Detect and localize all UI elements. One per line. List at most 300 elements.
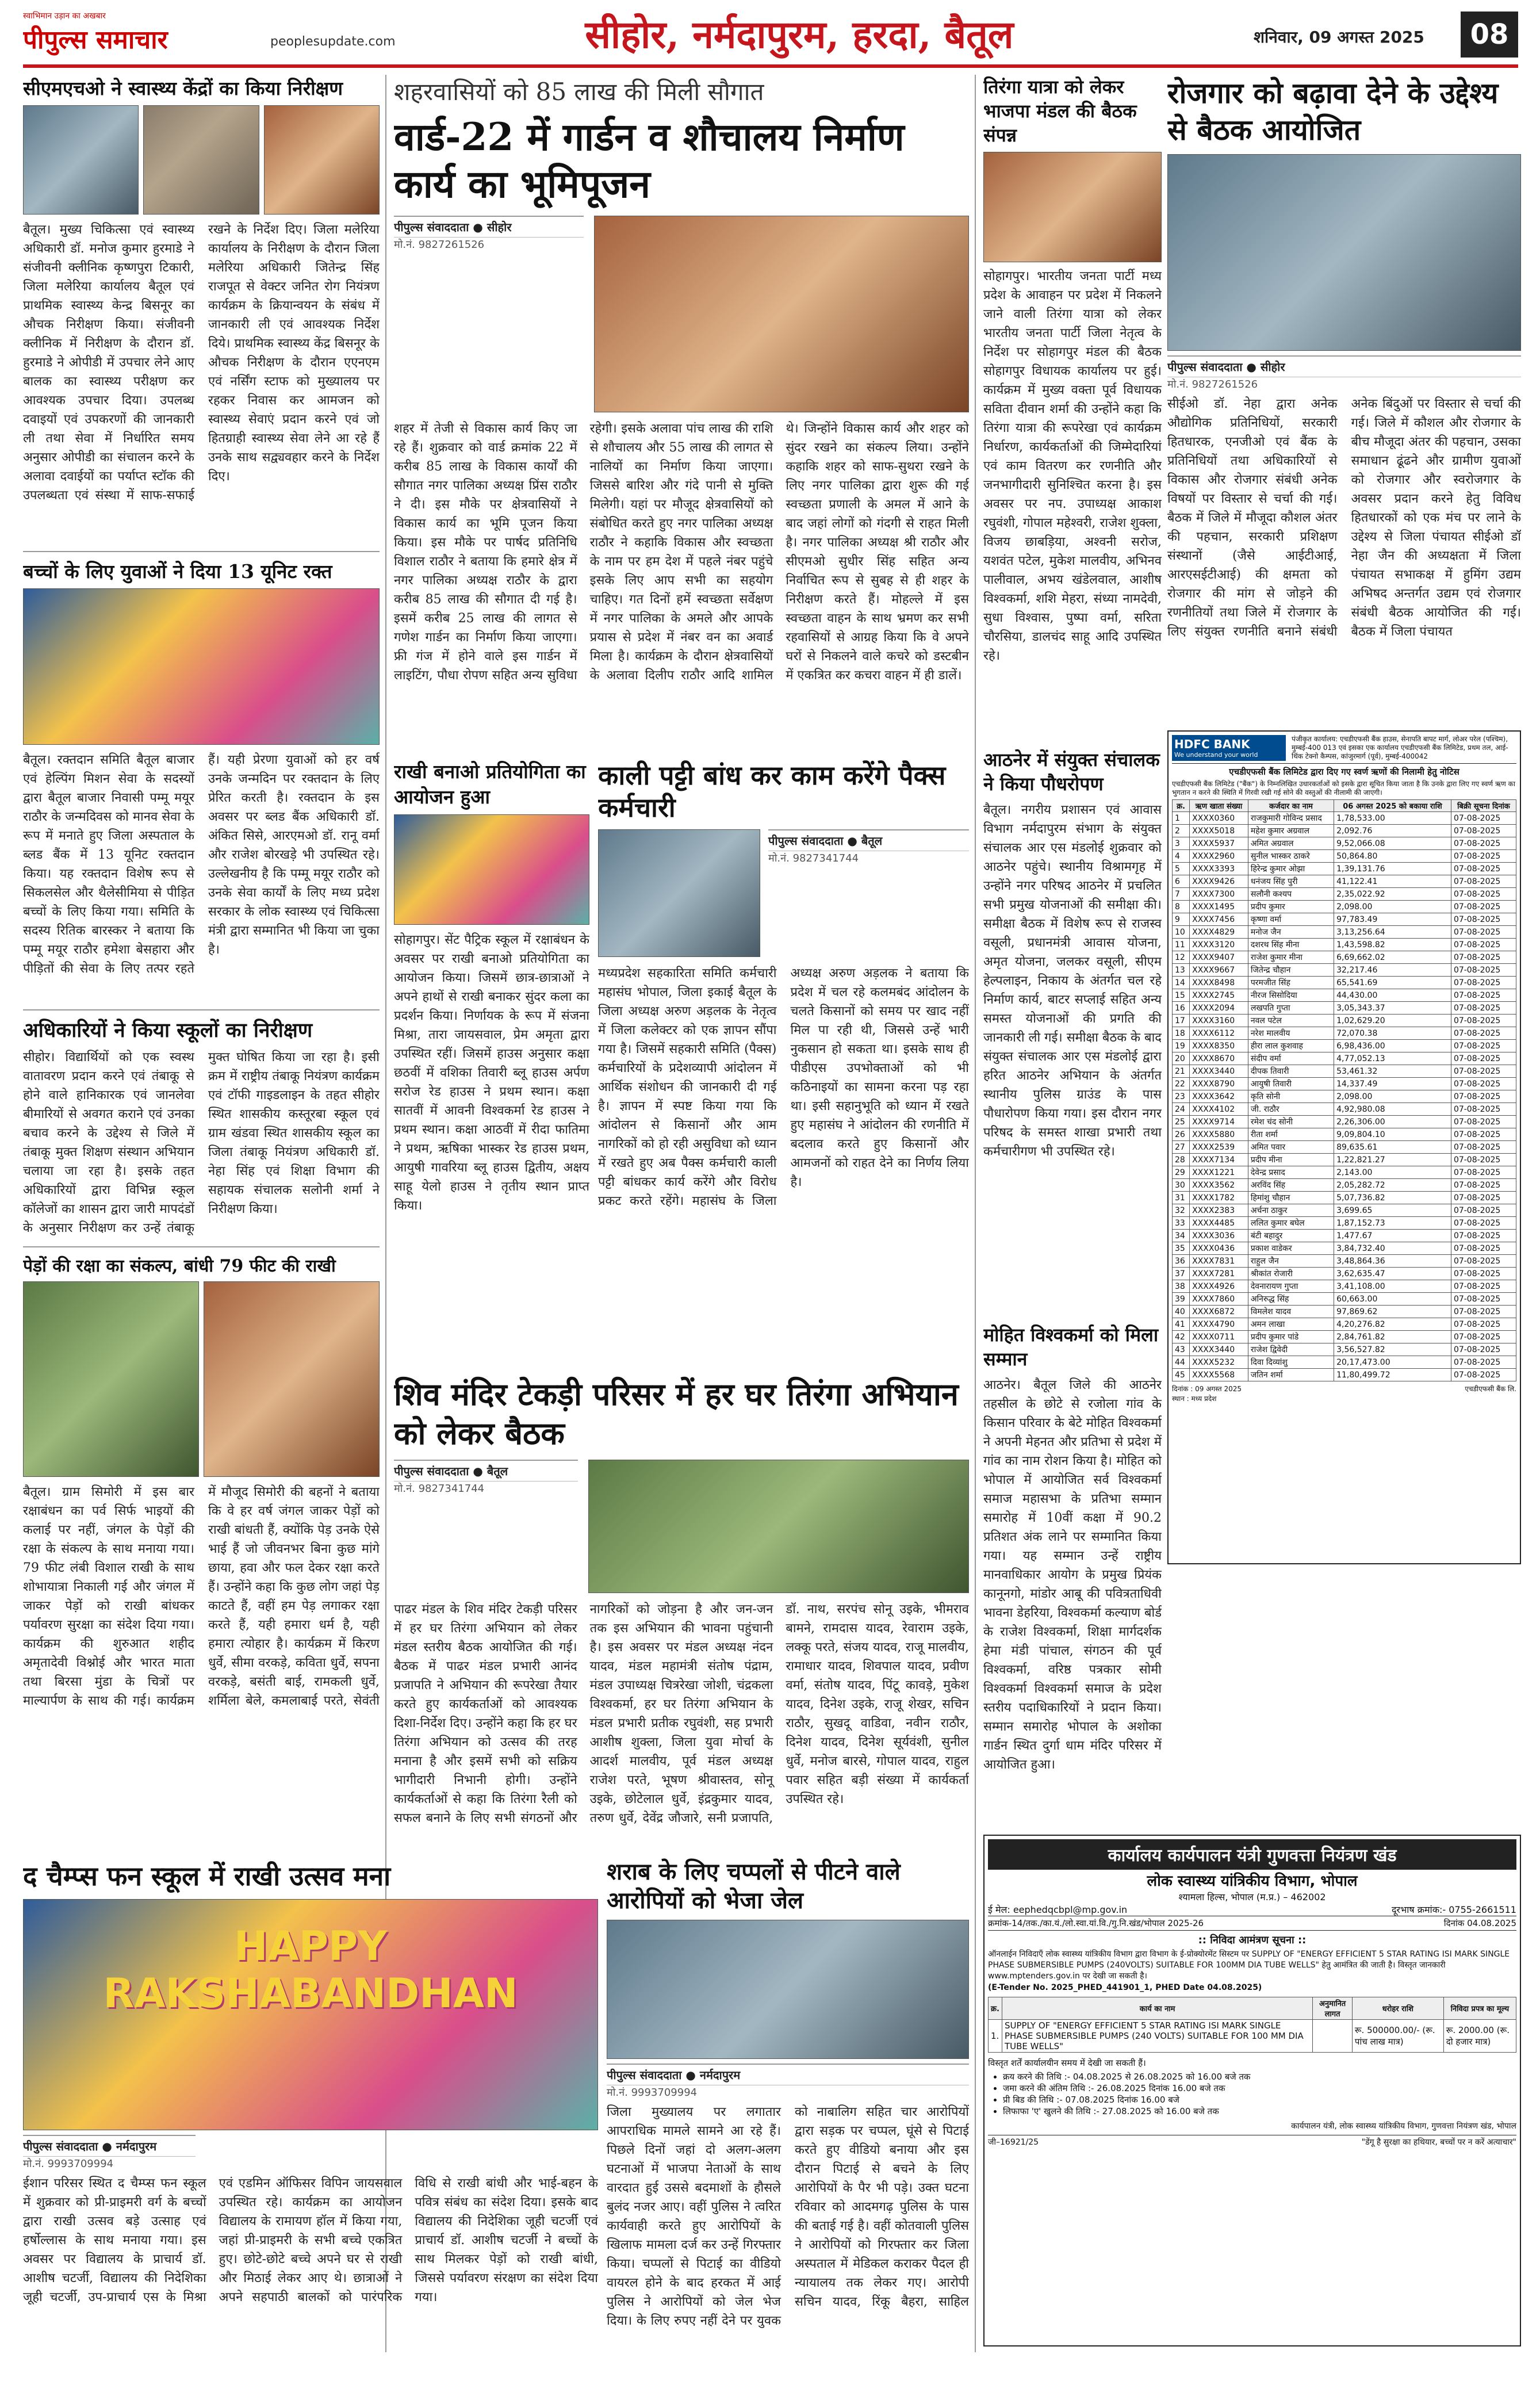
ward22-mobile: मो.नं. 9827261526 — [394, 239, 485, 251]
hdfc-cell-date: 07-08-2025 — [1451, 1040, 1516, 1052]
tiranga-photo — [983, 152, 1162, 262]
list-item: • प्री बिड की तिथि :- 07.08.2025 दिनांक 16.00 बजे — [1003, 2094, 1516, 2106]
athner-headline: आठनेर में संयुक्त संचालक ने किया पौधरोपण — [983, 749, 1160, 795]
rakhi-comp-body: सोहागपुर। सेंट पैट्रिक स्कूल में रक्षाबंधन के अवसर पर राखी बनाओ प्रतियोगिता का आयोजन किया। जिसमें छात्र-छात्राओं ने अपने हाथों से राखी बनाकर सुंदर कला का प्रदर्शन किया। निर्णायक के रूप में संजना मिश्रा, तारा जायसवाल, प्रेम अमृता द्वारा उपस्थित रहीं। जिसमें हाउस अनुसार कक्षा छठवीं में वशिका तिवारी ब्लू हाउस अर्पण सरोज रेड हाउस ने प्रथम स्थान। कक्षा सातवीं में आवनी विश्वकर्मा रेड हाउस ने प्रथम स्थान। कक्षा आठवीं में रीदा फातिमा ने प्रथम, ऋषिका भास्कर रेड हाउस प्रथम, आयुषी गावरिया ब्लू हाउस द्वितीय, अक्षय साहू येलो हाउस ने तृतीय स्थान प्राप्त किया। — [394, 933, 589, 1213]
athner-body: बैतूल। नगरीय प्रशासन एवं आवास विभाग नर्मदापुरम संभाग के संयुक्त संचालक आर एस मंडलोई शुक्रवार को आठनेर पहुंचे। स्थानीय विश्रामगृह में उन्होंने नगर परिषद आठनेर में प्रचलित सभी प्रमुख योजनाओं की समीक्षा की। समीक्षा बैठक में विशेष रूप से राजस्व वसूली, प्रधानमंत्री आवास योजना, अमृत योजना, जलकर वसूली, सीएम हेल्पलाइन, निकाय के अंतर्गत चल रहे निर्माण कार्य, बाटर सप्लाई सहित अन्य समस्त योजनाओं की प्रगति की जानकारी ली गई। समीक्षा बैठक के बाद संयुक्त संचालक आर एस मंडलोई द्वारा हरित आठनेर अभियान के अंतर्गत स्थानीय पुलिस ग्राउंड के पास पौधारोपण किया गया। इस दौरान नगर परिषद के समस्त शाखा प्रभारी तथा कर्मचारीगण भी उपस्थित रहे। — [983, 803, 1162, 1159]
table-row — [1173, 1027, 1516, 1040]
hdfc-cell-amount: 53,461.32 — [1334, 1065, 1451, 1078]
hdfc-cell-account: XXXX4485 — [1190, 1217, 1248, 1230]
rakhi-comp-photo — [394, 814, 589, 925]
hdfc-cell-amount: 2,098.00 — [1334, 901, 1451, 913]
hdfc-cell-amount: 1,39,131.76 — [1334, 863, 1451, 875]
shiv-story — [394, 1375, 969, 1852]
masthead-rule — [23, 64, 1518, 68]
cmho-photo-2 — [143, 105, 259, 215]
hdfc-cell-date: 07-08-2025 — [1451, 1128, 1516, 1141]
hdfc-cell-account: XXXX0436 — [1190, 1242, 1248, 1255]
hdfc-cell-date: 07-08-2025 — [1451, 1154, 1516, 1166]
table-row — [1173, 1192, 1516, 1204]
hdfc-cell-name: कृष्णा वर्मा — [1248, 913, 1334, 926]
hdfc-cell-account: XXXX8670 — [1190, 1052, 1248, 1065]
hdfc-cell-name: प्रदीप कुमार — [1248, 901, 1334, 913]
tender-table — [988, 1997, 1516, 2053]
hdfc-cell-date: 07-08-2025 — [1451, 875, 1516, 888]
table-row — [1173, 812, 1516, 825]
ward22-byline: पीपुल्स संवाददाता ● सीहोर — [394, 216, 584, 238]
masthead-url[interactable]: peoplesupdate.com — [270, 35, 396, 49]
hdfc-cell-serial: 29 — [1173, 1166, 1190, 1179]
hdfc-cell-name: नरेश मालवीय — [1248, 1027, 1334, 1040]
hdfc-cell-date: 07-08-2025 — [1451, 1343, 1516, 1356]
hdfc-cell-serial: 2 — [1173, 825, 1190, 837]
hdfc-cell-name: दिवा दिव्यांशु — [1248, 1356, 1334, 1369]
pacs-story — [598, 759, 969, 1363]
hdfc-cell-name: श्रीकांत रोजारी — [1248, 1268, 1334, 1280]
hdfc-cell-name: अनिरुद्ध सिंह — [1248, 1293, 1334, 1306]
hdfc-cell-amount: 97,783.49 — [1334, 913, 1451, 926]
hdfc-cell-date: 07-08-2025 — [1451, 977, 1516, 989]
hdfc-cell-account: XXXX2539 — [1190, 1141, 1248, 1154]
table-row — [1173, 989, 1516, 1002]
liquor-body: जिला मुख्यालय पर लगातार आपराधिक मामले सामने आ रहे हैं। पिछले दिनों जहां दो अलग-अलग घटनाओं में भाजपा नेताओं के साथ वारदात हुई उससे बदमाशों के हौसले बुलंद नजर आए। वहीं पुलिस ने त्वरित कार्यवाही करते हुए आरोपियों के खिलाफ मामला दर्ज कर उन्हें गिरफ्तार किया। चप्पलों से पिटाई का वीडियो वायरल होने के बाद हरकत में आई पुलिस ने आरोपियों को जेल भेज दिया। के लिए रुपए नहीं देने पर युवक को नाबालिग सहित चार आरोपियों द्वारा सड़क पर चप्पल, घूंसे से पिटाई करते हुए वीडियो बनाया और इस दौरान पिटाई से बचने के लिए आरोपियों के पैर भी पड़े। उक्त घटना रविवार को आदमगढ़ पुलिस के पास की बताई गई है। वहीं कोतवाली पुलिस ने आरोपियों को गिरफ्तार कर जिला अस्पताल में मेडिकल कराकर पैदल ही न्यायालय तक लेकर गए। आरोपी सचिन यादव, रिंकू बैहरा, साहिल — [607, 2105, 969, 2328]
table-row — [1173, 1204, 1516, 1217]
table-row — [1173, 1306, 1516, 1318]
tender-col-cost: अनुमानित लागत — [1313, 1997, 1353, 2020]
tender-col-fee: निविदा प्रपत्र का मूल्य — [1443, 1997, 1516, 2020]
hdfc-cell-serial: 34 — [1173, 1230, 1190, 1242]
masthead-tagline: स्वाभिमान उड़ान का अखबार — [23, 12, 106, 21]
hdfc-cell-serial: 45 — [1173, 1369, 1190, 1381]
ward22-photo — [594, 216, 969, 412]
divider — [23, 1246, 380, 1247]
shiv-mobile: मो.नं. 9827341744 — [394, 1483, 485, 1495]
hdfc-cell-account: XXXX4926 — [1190, 1280, 1248, 1293]
rakhi-comp-story — [394, 759, 589, 1363]
hdfc-footer-sign: एचडीएफसी बैंक लि. — [1465, 1385, 1516, 1393]
hdfc-cell-account: XXXX3440 — [1190, 1065, 1248, 1078]
pacs-byline: पीपुल्स संवाददाता ● बैतूल — [768, 829, 969, 851]
hdfc-cell-name: दशरथ सिंह मीना — [1248, 939, 1334, 951]
hdfc-cell-amount: 3,13,256.64 — [1334, 926, 1451, 939]
hdfc-cell-date: 07-08-2025 — [1451, 1217, 1516, 1230]
hdfc-cell-name: महेश कुमार अग्रवाल — [1248, 825, 1334, 837]
tender-col-serial: क्र. — [989, 1997, 1002, 2020]
hdfc-cell-serial: 18 — [1173, 1027, 1190, 1040]
hdfc-cell-serial: 38 — [1173, 1280, 1190, 1293]
hdfc-cell-name: जितेन्द्र चौहान — [1248, 964, 1334, 977]
tiranga-story — [983, 75, 1162, 736]
hdfc-cell-date: 07-08-2025 — [1451, 1141, 1516, 1154]
hdfc-cell-amount: 9,52,066.08 — [1334, 837, 1451, 850]
hdfc-cell-date: 07-08-2025 — [1451, 1090, 1516, 1103]
hdfc-cell-serial: 4 — [1173, 850, 1190, 863]
schools-headline: अधिकारियों ने किया स्कूलों का निरीक्षण — [23, 1019, 313, 1042]
hdfc-cell-account: XXXX5937 — [1190, 837, 1248, 850]
table-row — [1173, 951, 1516, 964]
hdfc-cell-name: रीता शर्मा — [1248, 1128, 1334, 1141]
pacs-headline: काली पट्टी बांध कर काम करेंगे पैक्स कर्मचारी — [598, 760, 946, 823]
hdfc-cell-date: 07-08-2025 — [1451, 926, 1516, 939]
hdfc-footer-date: दिनांक : 09 अगस्त 2025 — [1172, 1385, 1242, 1393]
hdfc-cell-account: XXXX6112 — [1190, 1027, 1248, 1040]
hdfc-cell-amount: 2,05,282.72 — [1334, 1179, 1451, 1192]
issue-date: शनिवार, 09 अगस्त 2025 — [1254, 28, 1424, 47]
hdfc-cell-serial: 13 — [1173, 964, 1190, 977]
table-row — [1173, 825, 1516, 837]
hdfc-cell-amount: 9,09,804.10 — [1334, 1128, 1451, 1141]
hdfc-cell-date: 07-08-2025 — [1451, 1268, 1516, 1280]
hdfc-cell-date: 07-08-2025 — [1451, 1331, 1516, 1343]
hdfc-col-serial: क्र. — [1173, 800, 1190, 812]
trees-photo-1 — [23, 1281, 199, 1477]
champs-mobile: मो.नं. 9993709994 — [23, 2158, 114, 2170]
hdfc-cell-serial: 16 — [1173, 1002, 1190, 1015]
employment-mobile: मो.नं. 9827261526 — [1167, 378, 1258, 391]
hdfc-cell-serial: 41 — [1173, 1318, 1190, 1331]
trees-photo-2 — [204, 1281, 380, 1477]
hdfc-cell-account: XXXX7300 — [1190, 888, 1248, 901]
hdfc-cell-account: XXXX1221 — [1190, 1166, 1248, 1179]
hdfc-cell-name: राजकुमारी गोविन्द प्रसाद — [1248, 812, 1334, 825]
schools-body: सीहोर। विद्यार्थियों को एक स्वस्थ वातावरण प्रदान करने एवं तंबाकू से होने वाले हानिकारक एवं जानलेवा बीमारियों से अवगत कराने एवं उनका बचाव करने के उद्देश्य से जिले में तंबाकू मुक्त शिक्षण संस्थान अभियान चलाया जा रहा है। इसके तहत अधिकारियों द्वारा विभिन्न स्कूल कॉलेजों का शासन द्वारा जारी मापदंडों के अनुसार निरीक्षण कर उन्हें तंबाकू मुक्त घोषित किया जा रहा है। इसी क्रम में राष्ट्रीय तंबाकू नियंत्रण कार्यक्रम एवं टॉफी गाइडलाइन के तहत सीहोर स्थित शासकीय कस्तूरबा स्कूल एवं ग्राम खंडवा स्थित शासकीय स्कूल का जिला तंबाकू नियंत्रण अधिकारी डॉ. नेहा सिंह एवं शिक्षा विभाग की सहायक संचालक सलोनी शर्मा ने निरीक्षण किया। — [23, 1050, 380, 1235]
list-item: • जमा करने की अंतिम तिथि :- 26.08.2025 दिनांक 16.00 बजे तक — [1003, 2083, 1516, 2094]
tender-row-work: SUPPLY OF "ENERGY EFFICIENT 5 STAR RATING ISI MARK SINGLE PHASE SUBMERSIBLE PUMPS (240 VOLTS) SUITABLE FOR 100 MM DIA TUBE WELLS" — [1002, 2020, 1312, 2053]
hdfc-cell-account: XXXX2960 — [1190, 850, 1248, 863]
hdfc-cell-name: अमित अग्रवाल — [1248, 837, 1334, 850]
list-item: • लिफाफा 'ए' खुलने की तिथि :- 27.08.2025 को 16.00 बजे तक — [1003, 2106, 1516, 2117]
page-number: 08 — [1461, 12, 1518, 58]
hdfc-cell-date: 07-08-2025 — [1451, 1280, 1516, 1293]
hdfc-cell-name: नीरज सिसोदिया — [1248, 989, 1334, 1002]
hdfc-cell-serial: 8 — [1173, 901, 1190, 913]
hdfc-cell-serial: 20 — [1173, 1052, 1190, 1065]
hdfc-cell-date: 07-08-2025 — [1451, 1255, 1516, 1268]
employment-story — [1167, 75, 1521, 725]
table-row — [1173, 1015, 1516, 1027]
hdfc-cell-name: जी. राठौर — [1248, 1103, 1334, 1116]
hdfc-cell-serial: 35 — [1173, 1242, 1190, 1255]
hdfc-cell-name: हिमांशु चौहान — [1248, 1192, 1334, 1204]
hdfc-cell-date: 07-08-2025 — [1451, 1369, 1516, 1381]
table-row — [1173, 913, 1516, 926]
hdfc-cell-account: XXXX3036 — [1190, 1230, 1248, 1242]
hdfc-cell-serial: 24 — [1173, 1103, 1190, 1116]
hdfc-cell-account: XXXX7134 — [1190, 1154, 1248, 1166]
liquor-photo — [607, 1920, 969, 2059]
hdfc-cell-account: XXXX5880 — [1190, 1128, 1248, 1141]
table-row — [1173, 1052, 1516, 1065]
hdfc-cell-serial: 36 — [1173, 1255, 1190, 1268]
trees-headline: पेड़ों की रक्षा का संकल्प, बांधी 79 फीट की राखी — [23, 1256, 336, 1276]
hdfc-cell-date: 07-08-2025 — [1451, 1065, 1516, 1078]
hdfc-cell-account: XXXX7281 — [1190, 1268, 1248, 1280]
hdfc-cell-date: 07-08-2025 — [1451, 1078, 1516, 1090]
table-row — [1173, 1280, 1516, 1293]
hdfc-cell-amount: 2,092.76 — [1334, 825, 1451, 837]
hdfc-cell-account: XXXX7860 — [1190, 1293, 1248, 1306]
hdfc-cell-name: राजेश कुमार मीना — [1248, 951, 1334, 964]
liquor-mobile: मो.नं. 9993709994 — [607, 2087, 698, 2099]
hdfc-cell-account: XXXX9667 — [1190, 964, 1248, 977]
hdfc-cell-name: देवेन्द्र प्रसाद — [1248, 1166, 1334, 1179]
table-row — [1173, 1230, 1516, 1242]
hdfc-cell-date: 07-08-2025 — [1451, 939, 1516, 951]
hdfc-cell-date: 07-08-2025 — [1451, 951, 1516, 964]
hdfc-cell-amount: 2,84,761.82 — [1334, 1331, 1451, 1343]
hdfc-cell-amount: 44,430.00 — [1334, 989, 1451, 1002]
table-row — [1173, 1128, 1516, 1141]
table-row — [1173, 888, 1516, 901]
table-row — [1173, 1255, 1516, 1268]
table-row — [1173, 875, 1516, 888]
hdfc-cell-amount: 50,864.80 — [1334, 850, 1451, 863]
hdfc-cell-date: 07-08-2025 — [1451, 1103, 1516, 1116]
divider — [23, 1009, 380, 1010]
mohit-headline: मोहित विश्वकर्मा को मिला सम्मान — [983, 1324, 1159, 1370]
hdfc-cell-name: बंटी बहादुर — [1248, 1230, 1334, 1242]
hdfc-cell-serial: 21 — [1173, 1065, 1190, 1078]
hdfc-cell-name: अमन लाखा — [1248, 1318, 1334, 1331]
hdfc-cell-amount: 1,477.67 — [1334, 1230, 1451, 1242]
hdfc-cell-serial: 30 — [1173, 1179, 1190, 1192]
hdfc-cell-serial: 43 — [1173, 1343, 1190, 1356]
hdfc-cell-amount: 3,62,635.47 — [1334, 1268, 1451, 1280]
hdfc-cell-name: प्रदीप मीना — [1248, 1154, 1334, 1166]
tender-sign: कार्यपालन यंत्री, लोक स्वास्थ्य यांत्रिकीय विभाग, गुणवत्ता नियंत्रण खंड, भोपाल — [1291, 2122, 1516, 2131]
hdfc-cell-date: 07-08-2025 — [1451, 913, 1516, 926]
hdfc-cell-amount: 41,122.41 — [1334, 875, 1451, 888]
tender-row-serial: 1. — [989, 2020, 1002, 2053]
hdfc-cell-serial: 33 — [1173, 1217, 1190, 1230]
hdfc-cell-name: हीरा लाल कुशवाह — [1248, 1040, 1334, 1052]
hdfc-cell-amount: 6,98,436.00 — [1334, 1040, 1451, 1052]
hdfc-notice — [1167, 730, 1521, 1564]
hdfc-head-office: पंजीकृत कार्यालय: एचडीएफसी बैंक हाउस, सेनापति बापट मार्ग, लोअर परेल (पश्चिम), मुम्बई-400 013 एवं इसका एक कार्यालय एचडीएफसी बैंक लिमिटेड, प्रथम तल, आई-थिंक टेक्नो कैम्पस, कांजुरमार्ग (पूर्व), मुम्बई-400042 — [1292, 735, 1508, 760]
hdfc-cell-date: 07-08-2025 — [1451, 1027, 1516, 1040]
hdfc-cell-name: जतिन शर्मा — [1248, 1369, 1334, 1381]
table-row — [1173, 901, 1516, 913]
tender-office: कार्यालय कार्यपालन यंत्री गुणवत्ता नियंत्रण खंड — [988, 1839, 1516, 1870]
table-row — [1173, 1217, 1516, 1230]
cmho-headline: सीएमएचओ ने स्वास्थ्य केंद्रों का किया निरीक्षण — [23, 77, 343, 99]
hdfc-cell-name: लखपति गुप्ता — [1248, 1002, 1334, 1015]
hdfc-cell-serial: 31 — [1173, 1192, 1190, 1204]
hdfc-cell-amount: 11,80,499.72 — [1334, 1369, 1451, 1381]
tender-row-fee: रू. 2000.00 (रू. दो हजार मात्र) — [1443, 2020, 1516, 2053]
hdfc-cell-account: XXXX8790 — [1190, 1078, 1248, 1090]
cmho-body: बैतूल। मुख्य चिकित्सा एवं स्वास्थ्य अधिकारी डॉ. मनोज कुमार हुरमाडे ने संजीवनी क्लीनिक कृष्णपुरा टिकारी, जिला मलेरिया कार्यालय बैतूल एवं प्राथमिक स्वास्थ्य केन्द्र बिसनूर का औचक निरीक्षण किया। संजीवनी क्लीनिक में निरीक्षण के दौरान डॉ. हुरमाडे ने ओपीडी में उपचार लेने आए बालक का स्वास्थ्य परीक्षण कर आवश्यक उपचार दिया। उपलब्ध दवाइयों एवं उपकरणों की जानकारी ली तथा सेवा में निर्धारित समय अनुसार ओपीडी का संचालन करने के अलावा दवाईयों का पर्याप्त स्टॉक की उपलब्धता एवं संस्था में साफ-सफाई रखने के निर्देश दिए। जिला मलेरिया कार्यालय के निरीक्षण के दौरान जिला मलेरिया अधिकारी जितेन्द्र सिंह राजपूत से वेक्टर जनित रोग नियंत्रण कार्यक्रम के क्रियान्वयन के संबंध में जानकारी ली एवं आवश्यक निर्देश दिये। प्राथमिक स्वास्थ्य केंद्र बिसनूर के औचक निरीक्षण के दौरान एएनएम एवं नर्सिंग स्टाफ को मुख्यालय पर रहकर निवास कर आमजन को स्वास्थ्य सेवाएं प्रदान करने एवं जो हितग्राही स्वास्थ्य सेवा लेने आ रहे हैं उनके साथ सद्व्यवहार करने के निर्देश दिए। — [23, 223, 380, 503]
hdfc-col-date: बिक्री सूचना दिनांक — [1451, 800, 1516, 812]
hdfc-cell-date: 07-08-2025 — [1451, 825, 1516, 837]
hdfc-cell-account: XXXX3160 — [1190, 1015, 1248, 1027]
hdfc-cell-serial: 44 — [1173, 1356, 1190, 1369]
hdfc-cell-amount: 4,20,276.82 — [1334, 1318, 1451, 1331]
hdfc-cell-amount: 4,77,052.13 — [1334, 1052, 1451, 1065]
champs-story — [23, 1858, 598, 2346]
hdfc-cell-account: XXXX9407 — [1190, 951, 1248, 964]
hdfc-cell-serial: 28 — [1173, 1154, 1190, 1166]
hdfc-cell-serial: 40 — [1173, 1306, 1190, 1318]
hdfc-cell-account: XXXX5232 — [1190, 1356, 1248, 1369]
table-row — [1173, 977, 1516, 989]
hdfc-cell-name: ललित कुमार बघेल — [1248, 1217, 1334, 1230]
cmho-photo-1 — [23, 105, 139, 215]
tender-title: :: निविदा आमंत्रण सूचना :: — [1198, 1934, 1307, 1946]
table-row — [1173, 1268, 1516, 1280]
tender-intro: ऑनलाईन निविदाएँ लोक स्वास्थ्य यांत्रिकीय विभाग द्वारा विभाग के ई-प्रोक्योरमेंट सिस्टम पर SUPPLY OF "ENERGY EFFICIENT 5 STAR RATING ISI MARK SINGLE PHASE SUBMERSIBLE PUMPS (240VOLTS) SUITABLE FOR 100MM DIA TUBE WELLS" हेतु आमंत्रित की जाती है। विस्तृत जानकारी www.mptenders.gov.in पर देखी जा सकती है। — [988, 1950, 1510, 1981]
tender-address: श्यामला हिल्स, भोपाल (म.प्र.) – 462002 — [1178, 1892, 1326, 1902]
hdfc-cell-serial: 25 — [1173, 1116, 1190, 1128]
ward22-body: शहर में तेजी से विकास कार्य किए जा रहे हैं। शुक्रवार को वार्ड क्रमांक 22 में करीब 85 लाख के विकास कार्यों की सौगात नगर पालिका अध्यक्ष प्रिंस राठौर ने दी। इस मौके पर क्षेत्रवासियों ने विकास कार्य का भूमि पूजन किया किया। इस मौके पर पार्षद प्रतिनिधि विशाल राठौर ने बताया कि हमारे क्षेत्र में नगर पालिका अध्यक्ष राठौर के द्वारा करीब 85 लाख की सौगात दी गई है। इसमें करीब 25 लाख की लागत से गणेश गार्डन का निर्माण किया जाएगा। फ्री गंज में होने वाले इस गार्डन में लाइटिंग, पौधा रोपण सहित अन्य सुविधा रहेगी। इसके अलावा पांच लाख की राशि से शौचालय और 55 लाख की लागत से नालियों का निर्माण किया जाएगा। जिससे बारिश और गंदे पानी से मुक्ति मिलेगी। यहां पर मौजूद क्षेत्रवासियों को संबोधित करते हुए नगर पालिका अध्यक्ष राठौर ने कहाकि विकास और स्वच्छता के नाम पर हम देश में पहले नंबर पहुंचे इसके लिए आप सभी का सहयोग चाहिए। गत दिनों हमें स्वच्छता सर्वेक्षण में नगर पालिका के अमले और आपके प्रयास से प्रदेश में नंबर वन का अवार्ड मिला है। कार्यक्रम के दौरान क्षेत्रवासियों के अलावा दिलीप राठौर आदि शामिल थे। जिन्होंने विकास कार्य और शहर को सुंदर रखने का संकल्प लिया। उन्होंने कहाकि शहर को साफ-सुथरा रखने के लिए नगर पालिका द्वारा शुरू की गई स्वच्छता प्रणाली के अमल में आने के बाद जहां लोगों को गंदगी से राहत मिली है। नगर पालिका अध्यक्ष श्री राठौर और सीएमओ सुधीर सिंह सहित अन्य निर्वाचित रूप से सुबह से ही शहर के निरीक्षण करते हैं। मोहल्ले में इस स्वच्छता वाहन के साथ भ्रमण कर सभी रहवासियों से आग्रह किया कि वे अपने घरों से निकलने वाले कचरे को डस्टबीन में एकत्रित कर कचरा वाहन में ही डालें। — [394, 422, 969, 683]
hdfc-cell-date: 07-08-2025 — [1451, 1192, 1516, 1204]
table-row — [1173, 837, 1516, 850]
hdfc-cell-name: सुनील भास्कर ठाकरे — [1248, 850, 1334, 863]
shiv-body: पाढर मंडल के शिव मंदिर टेकड़ी परिसर में हर घर तिरंगा अभियान को लेकर मंडल स्तरीय बैठक आयोजित की गई। बैठक में पाढर मंडल प्रभारी आनंद प्रजापति ने अभियान की रूपरेखा तैयार करते हुए कार्यकर्ताओं को आवश्यक दिशा-निर्देश दिए। उन्होंने कहा कि हर घर तिरंगा अभियान को उत्सव की तरह मनाना है और इसमें सभी को सक्रिय भागीदारी निभानी होगी। उन्होंने कार्यकर्ताओं से कहा कि तिरंगा रैली को सफल बनाने के लिए सभी संगठनों और नागरिकों को जोड़ना है और जन-जन तक इस अभियान की भावना पहुंचानी है। इस अवसर पर मंडल अध्यक्ष नंदन यादव, मंडल महामंत्री संतोष पंद्राम, मंडल उपाध्यक्ष चित्ररेखा जोशी, चंद्रकला विश्वकर्मा, हर घर तिरंगा अभियान के मंडल प्रभारी प्रतीक रघुवंशी, सह प्रभारी आशीष शुक्ला, जिला युवा मोर्चा के आदर्श मालवीय, पूर्व मंडल अध्यक्ष राजेश परते, भूषण श्रीवास्तव, सोनू उइके, छोटेलाल धुर्वे, इंद्रकुमार यादव, तरुण धुर्वे, देवेंद्र जौजारे, सनी प्रजापति, डॉ. नाथ, सरपंच सोनू उइके, भीमराव बामने, रामदास यादव, रेवाराम उइके, लक्कू परते, संजय यादव, राजू मालवीय, रामाधार यादव, शिवपाल यादव, प्रवीण वर्मा, संतोष यादव, पिंटू कावड़े, मुकेश यादव, दिनेश उइके, राजू शेखर, सचिन राठौर, सुखदू वाडिवा, नवीन राठौर, दिनेश यादव, दिनेश सूर्यवंशी, सुनील धुर्वे, मनोज बारसे, गोपाल यादव, राहुल पवार सहित बड़ी संख्या में कार्यकर्ता उपस्थित रहे। — [394, 1602, 969, 1825]
tiranga-headline: तिरंगा यात्रा को लेकर भाजपा मंडल की बैठक संपन्न — [983, 76, 1137, 146]
pacs-mobile: मो.नं. 9827341744 — [768, 852, 859, 864]
hdfc-cell-date: 07-08-2025 — [1451, 1052, 1516, 1065]
hdfc-cell-name: कृति सोनी — [1248, 1090, 1334, 1103]
hdfc-cell-amount: 2,26,306.00 — [1334, 1116, 1451, 1128]
hdfc-cell-amount: 2,35,022.92 — [1334, 888, 1451, 901]
liquor-byline: पीपुल्स संवाददाता ● नर्मदापुरम — [607, 2064, 969, 2085]
hdfc-cell-amount: 3,56,527.82 — [1334, 1343, 1451, 1356]
hdfc-cell-date: 07-08-2025 — [1451, 1179, 1516, 1192]
hdfc-cell-date: 07-08-2025 — [1451, 1306, 1516, 1318]
hdfc-cell-date: 07-08-2025 — [1451, 850, 1516, 863]
hdfc-logo — [1172, 735, 1286, 761]
hdfc-cell-serial: 5 — [1173, 863, 1190, 875]
hdfc-cell-serial: 17 — [1173, 1015, 1190, 1027]
liquor-story — [607, 1858, 969, 2346]
employment-body: सीईओ डॉ. नेहा द्वारा अनेक औद्योगिक प्रतिनिधियों, सरकारी हितधारक, एनजीओ एवं बैंक के प्रतिनिधियों तथा अधिकारियों से विकास और रोजगार संबंधी अनेक विषयों पर विस्तार से चर्चा की गई। बैठक में जिले में मौजूदा कौशल अंतर की पहचान, सरकारी प्रशिक्षण संस्थानों (जैसे आईटीआई, आरएसईटीआई) की क्षमता को रोजगार की मांग से जोड़ने की रणनीतियों तथा जिले में रोजगार के लिए संयुक्त रणनीति बनाने संबंधी अनेक बिंदुओं पर विस्तार से चर्चा की गई। जिले में कौशल और रोजगार के बीच मौजूदा अंतर की पहचान, उसका समाधान ढूंढने और ग्रामीण युवाओं को रोजगार और स्वरोजगार के अवसर प्रदान करने हेतु विविध हितधारकों को एक मंच पर लाने के उद्देश्य से जिला पंचायत सीईओ डॉ नेहा जैन की अध्यक्षता में जिला पंचायत सभाकक्ष में हुमिंग उद्यम अभिषद अन्तर्गत उद्यम एवं रोजगार संबंधी बैठक आयोजित की गई। बैठक में जिला पंचायत — [1167, 397, 1521, 639]
mohit-story — [983, 1323, 1162, 1829]
hdfc-cell-serial: 10 — [1173, 926, 1190, 939]
hdfc-footer-place: स्थान : मध्य प्रदेश — [1172, 1395, 1217, 1403]
blood-photo — [23, 588, 380, 745]
tender-email: ई मेल: eephedqcbpl@mp.gov.in — [988, 1904, 1128, 1915]
hdfc-cell-account: XXXX5568 — [1190, 1369, 1248, 1381]
hdfc-col-account: ऋण खाता संख्या — [1190, 800, 1248, 812]
athner-story — [983, 748, 1162, 1311]
tender-code: जी–16921/25 — [988, 2138, 1039, 2147]
hdfc-cell-account: XXXX6872 — [1190, 1306, 1248, 1318]
hdfc-cell-name: अमित पवार — [1248, 1141, 1334, 1154]
hdfc-cell-serial: 22 — [1173, 1078, 1190, 1090]
hdfc-cell-amount: 3,84,732.40 — [1334, 1242, 1451, 1255]
hdfc-cell-account: XXXX0711 — [1190, 1331, 1248, 1343]
table-row — [1173, 1090, 1516, 1103]
hdfc-cell-amount: 3,05,343.37 — [1334, 1002, 1451, 1015]
hdfc-cell-account: XXXX7831 — [1190, 1255, 1248, 1268]
champs-headline: द चैम्प्स फन स्कूल में राखी उत्सव मना — [23, 1861, 391, 1892]
hdfc-cell-account: XXXX7456 — [1190, 913, 1248, 926]
hdfc-cell-account: XXXX2383 — [1190, 1204, 1248, 1217]
hdfc-cell-account: XXXX3440 — [1190, 1343, 1248, 1356]
champs-photo — [23, 1899, 598, 2130]
hdfc-cell-account: XXXX8498 — [1190, 977, 1248, 989]
hdfc-cell-amount: 72,070.38 — [1334, 1027, 1451, 1040]
tender-col-emd: धरोहर राशि — [1352, 1997, 1443, 2020]
hdfc-cell-account: XXXX4790 — [1190, 1318, 1248, 1331]
hdfc-cell-amount: 97,869.62 — [1334, 1306, 1451, 1318]
hdfc-col-amount: 06 अगस्त 2025 को बकाया राशि — [1334, 800, 1451, 812]
hdfc-cell-account: XXXX9426 — [1190, 875, 1248, 888]
tender-dept: लोक स्वास्थ्य यांत्रिकीय विभाग, भोपाल — [1147, 1873, 1358, 1890]
hdfc-cell-name: राहुल जैन — [1248, 1255, 1334, 1268]
hdfc-cell-amount: 20,17,473.00 — [1334, 1356, 1451, 1369]
hdfc-cell-account: XXXX2745 — [1190, 989, 1248, 1002]
table-row — [1173, 1002, 1516, 1015]
rakhi-comp-headline: राखी बनाओ प्रतियोगिता का आयोजन हुआ — [394, 760, 586, 808]
table-row — [1173, 1318, 1516, 1331]
hdfc-intro: एचडीएफसी बैंक लिमिटेड ("बैंक") के निम्नलिखित उधारकर्ताओं को इसके द्वारा सूचित किया जाता है कि उनके द्वारा लिए गए स्वर्ण ऋण का भुगतान न करने की स्थिति में गिरवी रखी गई सोने की वस्तुओं की नीलामी की जाएगी। — [1172, 780, 1515, 797]
hdfc-cell-account: XXXX8350 — [1190, 1040, 1248, 1052]
hdfc-col-name: कर्जदार का नाम — [1248, 800, 1334, 812]
tender-notice — [983, 1835, 1521, 2346]
hdfc-cell-date: 07-08-2025 — [1451, 1293, 1516, 1306]
table-row — [1173, 1141, 1516, 1154]
table-row — [1173, 1078, 1516, 1090]
hdfc-cell-amount: 4,92,980.08 — [1334, 1103, 1451, 1116]
tender-dates-head: विस्तृत शर्तें कार्यालयीन समय में देखी जा सकती हैं। — [988, 2058, 1146, 2068]
blood-headline: बच्चों के लिए युवाओं ने दिया 13 यूनिट रक्त — [23, 560, 332, 583]
hdfc-cell-date: 07-08-2025 — [1451, 1002, 1516, 1015]
ward22-kicker: शहरवासियों को 85 लाख की मिली सौगात — [394, 78, 764, 106]
hdfc-cell-amount: 14,337.49 — [1334, 1078, 1451, 1090]
table-row — [1173, 926, 1516, 939]
hdfc-bank-name: HDFC BANK — [1174, 737, 1250, 751]
employment-byline: पीपुल्स संवाददाता ● सीहोर — [1167, 355, 1521, 377]
table-row — [1173, 1040, 1516, 1052]
hdfc-cell-name: प्रदीप कुमार पांडे — [1248, 1331, 1334, 1343]
hdfc-cell-account: XXXX1495 — [1190, 901, 1248, 913]
hdfc-cell-amount: 1,87,152.73 — [1334, 1217, 1451, 1230]
hdfc-cell-date: 07-08-2025 — [1451, 1116, 1516, 1128]
hdfc-cell-account: XXXX9714 — [1190, 1116, 1248, 1128]
table-row — [1173, 1331, 1516, 1343]
hdfc-cell-name: संदीप वर्मा — [1248, 1052, 1334, 1065]
champs-body: ईशान परिसर स्थित द चैम्प्स फन स्कूल में शुक्रवार को प्री-प्राइमरी वर्ग के बच्चों द्वारा राखी उत्सव बड़े उत्साह एवं हर्षोल्लास के साथ मनाया गया। इस अवसर पर विद्यालय के प्राचार्य डॉ. आशीष चटर्जी, विद्यालय की निदेशिका जूही चटर्जी, उप-प्राचार्य एस के मिश्रा एवं एडमिन ऑफिसर विपिन जायसवाल उपस्थित रहे। कार्यक्रम का आयोजन विद्यालय के रामायण हॉल में किया गया, जहां प्री-प्राइमरी के सभी बच्चे एकत्रित हुए। छोटे-छोटे बच्चे अपने घर से राखी और मिठाई लेकर आए थे। छात्राओं ने अपने सहपाठी बालकों को पारंपरिक विधि से राखी बांधी और भाई-बहन के पवित्र संबंध का संदेश दिया। इसके बाद विद्यालय की निदेशिका जूही चटर्जी एवं प्राचार्य डॉ. आशीष चटर्जी ने बच्चों के साथ मिलकर पेड़ों को राखी बांधी, जिससे पर्यावरण संरक्षण का संदेश दिया गया। — [23, 2176, 598, 2305]
ward22-headline: वार्ड-22 में गार्डन व शौचालय निर्माण कार्य का भूमिपूजन — [394, 114, 905, 206]
hdfc-cell-date: 07-08-2025 — [1451, 1166, 1516, 1179]
hdfc-cell-serial: 15 — [1173, 989, 1190, 1002]
hdfc-cell-name: विमलेश यादव — [1248, 1306, 1334, 1318]
hdfc-cell-name: अरविंद सिंह — [1248, 1179, 1334, 1192]
table-row — [1173, 1293, 1516, 1306]
hdfc-cell-name: देवनारायण गुप्ता — [1248, 1280, 1334, 1293]
hdfc-cell-serial: 1 — [1173, 812, 1190, 825]
tender-ref-date: दिनांक 04.08.2025 — [1443, 1918, 1516, 1928]
hdfc-cell-date: 07-08-2025 — [1451, 1242, 1516, 1255]
hdfc-cell-name: मनोज जैन — [1248, 926, 1334, 939]
table-row — [1173, 1116, 1516, 1128]
hdfc-cell-amount: 1,78,533.00 — [1334, 812, 1451, 825]
hdfc-cell-amount: 3,41,108.00 — [1334, 1280, 1451, 1293]
hdfc-cell-serial: 9 — [1173, 913, 1190, 926]
table-row — [1173, 1343, 1516, 1356]
hdfc-cell-name: आयुषी तिवारी — [1248, 1078, 1334, 1090]
hdfc-cell-serial: 19 — [1173, 1040, 1190, 1052]
hdfc-title: एचडीएफसी बैंक लिमिटेड द्वारा दिए गए स्वर्ण ऋणों की निलामी हेतु नोटिस — [1229, 767, 1459, 777]
hdfc-cell-date: 07-08-2025 — [1451, 888, 1516, 901]
hdfc-cell-amount: 1,02,629.20 — [1334, 1015, 1451, 1027]
tender-row-emd: रू. 500000.00/- (रू. पांच लाख मात्र) — [1352, 2020, 1443, 2053]
employment-headline: रोजगार को बढ़ावा देने के उद्देश्य से बैठक आयोजित — [1167, 76, 1499, 147]
tender-row-cost — [1313, 2020, 1353, 2053]
tender-id: (E-Tender No. 2025_PHED_441901_1, PHED Date 04.08.2025) — [988, 1983, 1262, 1992]
tender-col-work: कार्य का नाम — [1002, 1997, 1312, 2020]
